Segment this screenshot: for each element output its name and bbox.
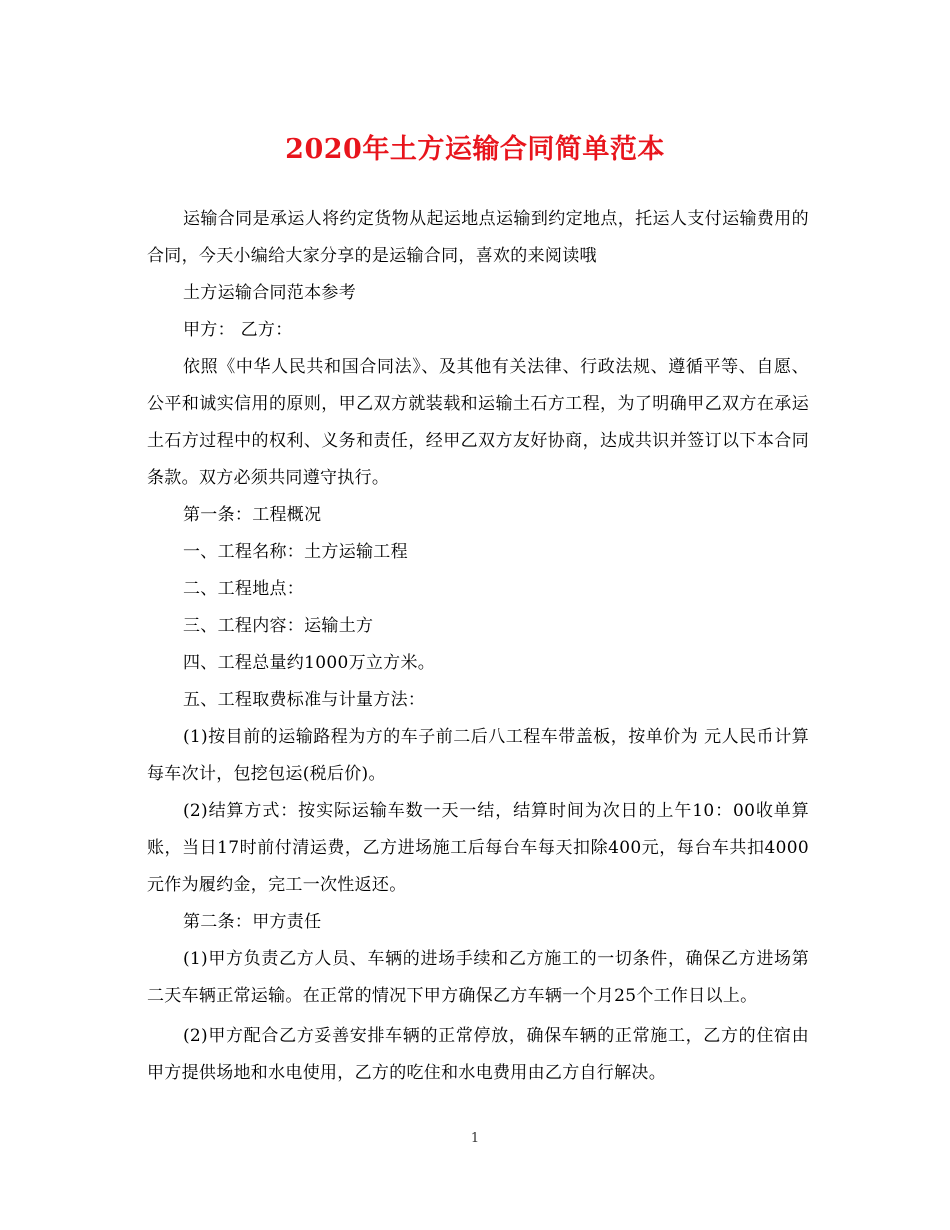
party-a-duty-1: (1)甲方负责乙方人员、车辆的进场手续和乙方施工的一切条件，确保乙方进场第二天车辆正常运输。在正常的情况下甲方确保乙方车辆一个月25个工作日以上。 (147, 949, 809, 1006)
project-name-line: 一、工程名称：土方运输工程 (183, 542, 408, 562)
parties-line: 甲方： 乙方： (183, 320, 293, 340)
settlement-clause-2: (2)结算方式：按实际运输车数一天一结，结算时间为次日的上午10：00收单算账，当日17时前付清运费，乙方进场施工后每台车每天扣除400元，每台车共扣4000元作为履约金，完工一次性返还。 (147, 801, 809, 895)
page-number: 1 (470, 1131, 480, 1146)
section-heading-reference: 土方运输合同范本参考 (183, 283, 356, 303)
article-2-heading: 第二条：甲方责任 (183, 912, 322, 932)
project-location-line: 二、工程地点： (183, 579, 305, 599)
preamble-paragraph: 依照《中华人民共和国合同法》、及其他有关法律、行政法规、遵循平等、自愿、公平和诚实信用的原则，甲乙双方就装载和运输土石方工程，为了明确甲乙双方在承运土石方过程中的权利、义务和责任，经甲乙双方友好协商，达成共识并签订以下本合同条款。双方必须共同遵守执行。 (147, 357, 809, 488)
article-1-heading: 第一条：工程概况 (183, 505, 322, 525)
document-body (147, 201, 809, 1092)
pricing-heading-line: 五、工程取费标准与计量方法： (183, 690, 426, 710)
project-volume-line: 四、工程总量约1000万立方米。 (183, 653, 436, 673)
pricing-clause-1: (1)按目前的运输路程为方的车子前二后八工程车带盖板，按单价为 元人民币计算每车次计，包挖包运(税后价)。 (147, 727, 809, 784)
document-title: 2020年土方运输合同简单范本 (285, 134, 665, 165)
project-content-line: 三、工程内容：运输土方 (183, 616, 374, 636)
party-a-duty-2: (2)甲方配合乙方妥善安排车辆的正常停放，确保车辆的正常施工，乙方的住宿由甲方提供场地和水电使用，乙方的吃住和水电费用由乙方自行解决。 (147, 1026, 809, 1083)
intro-paragraph: 运输合同是承运人将约定货物从起运地点运输到约定地点，托运人支付运输费用的合同，今天小编给大家分享的是运输合同，喜欢的来阅读哦 (147, 209, 809, 266)
